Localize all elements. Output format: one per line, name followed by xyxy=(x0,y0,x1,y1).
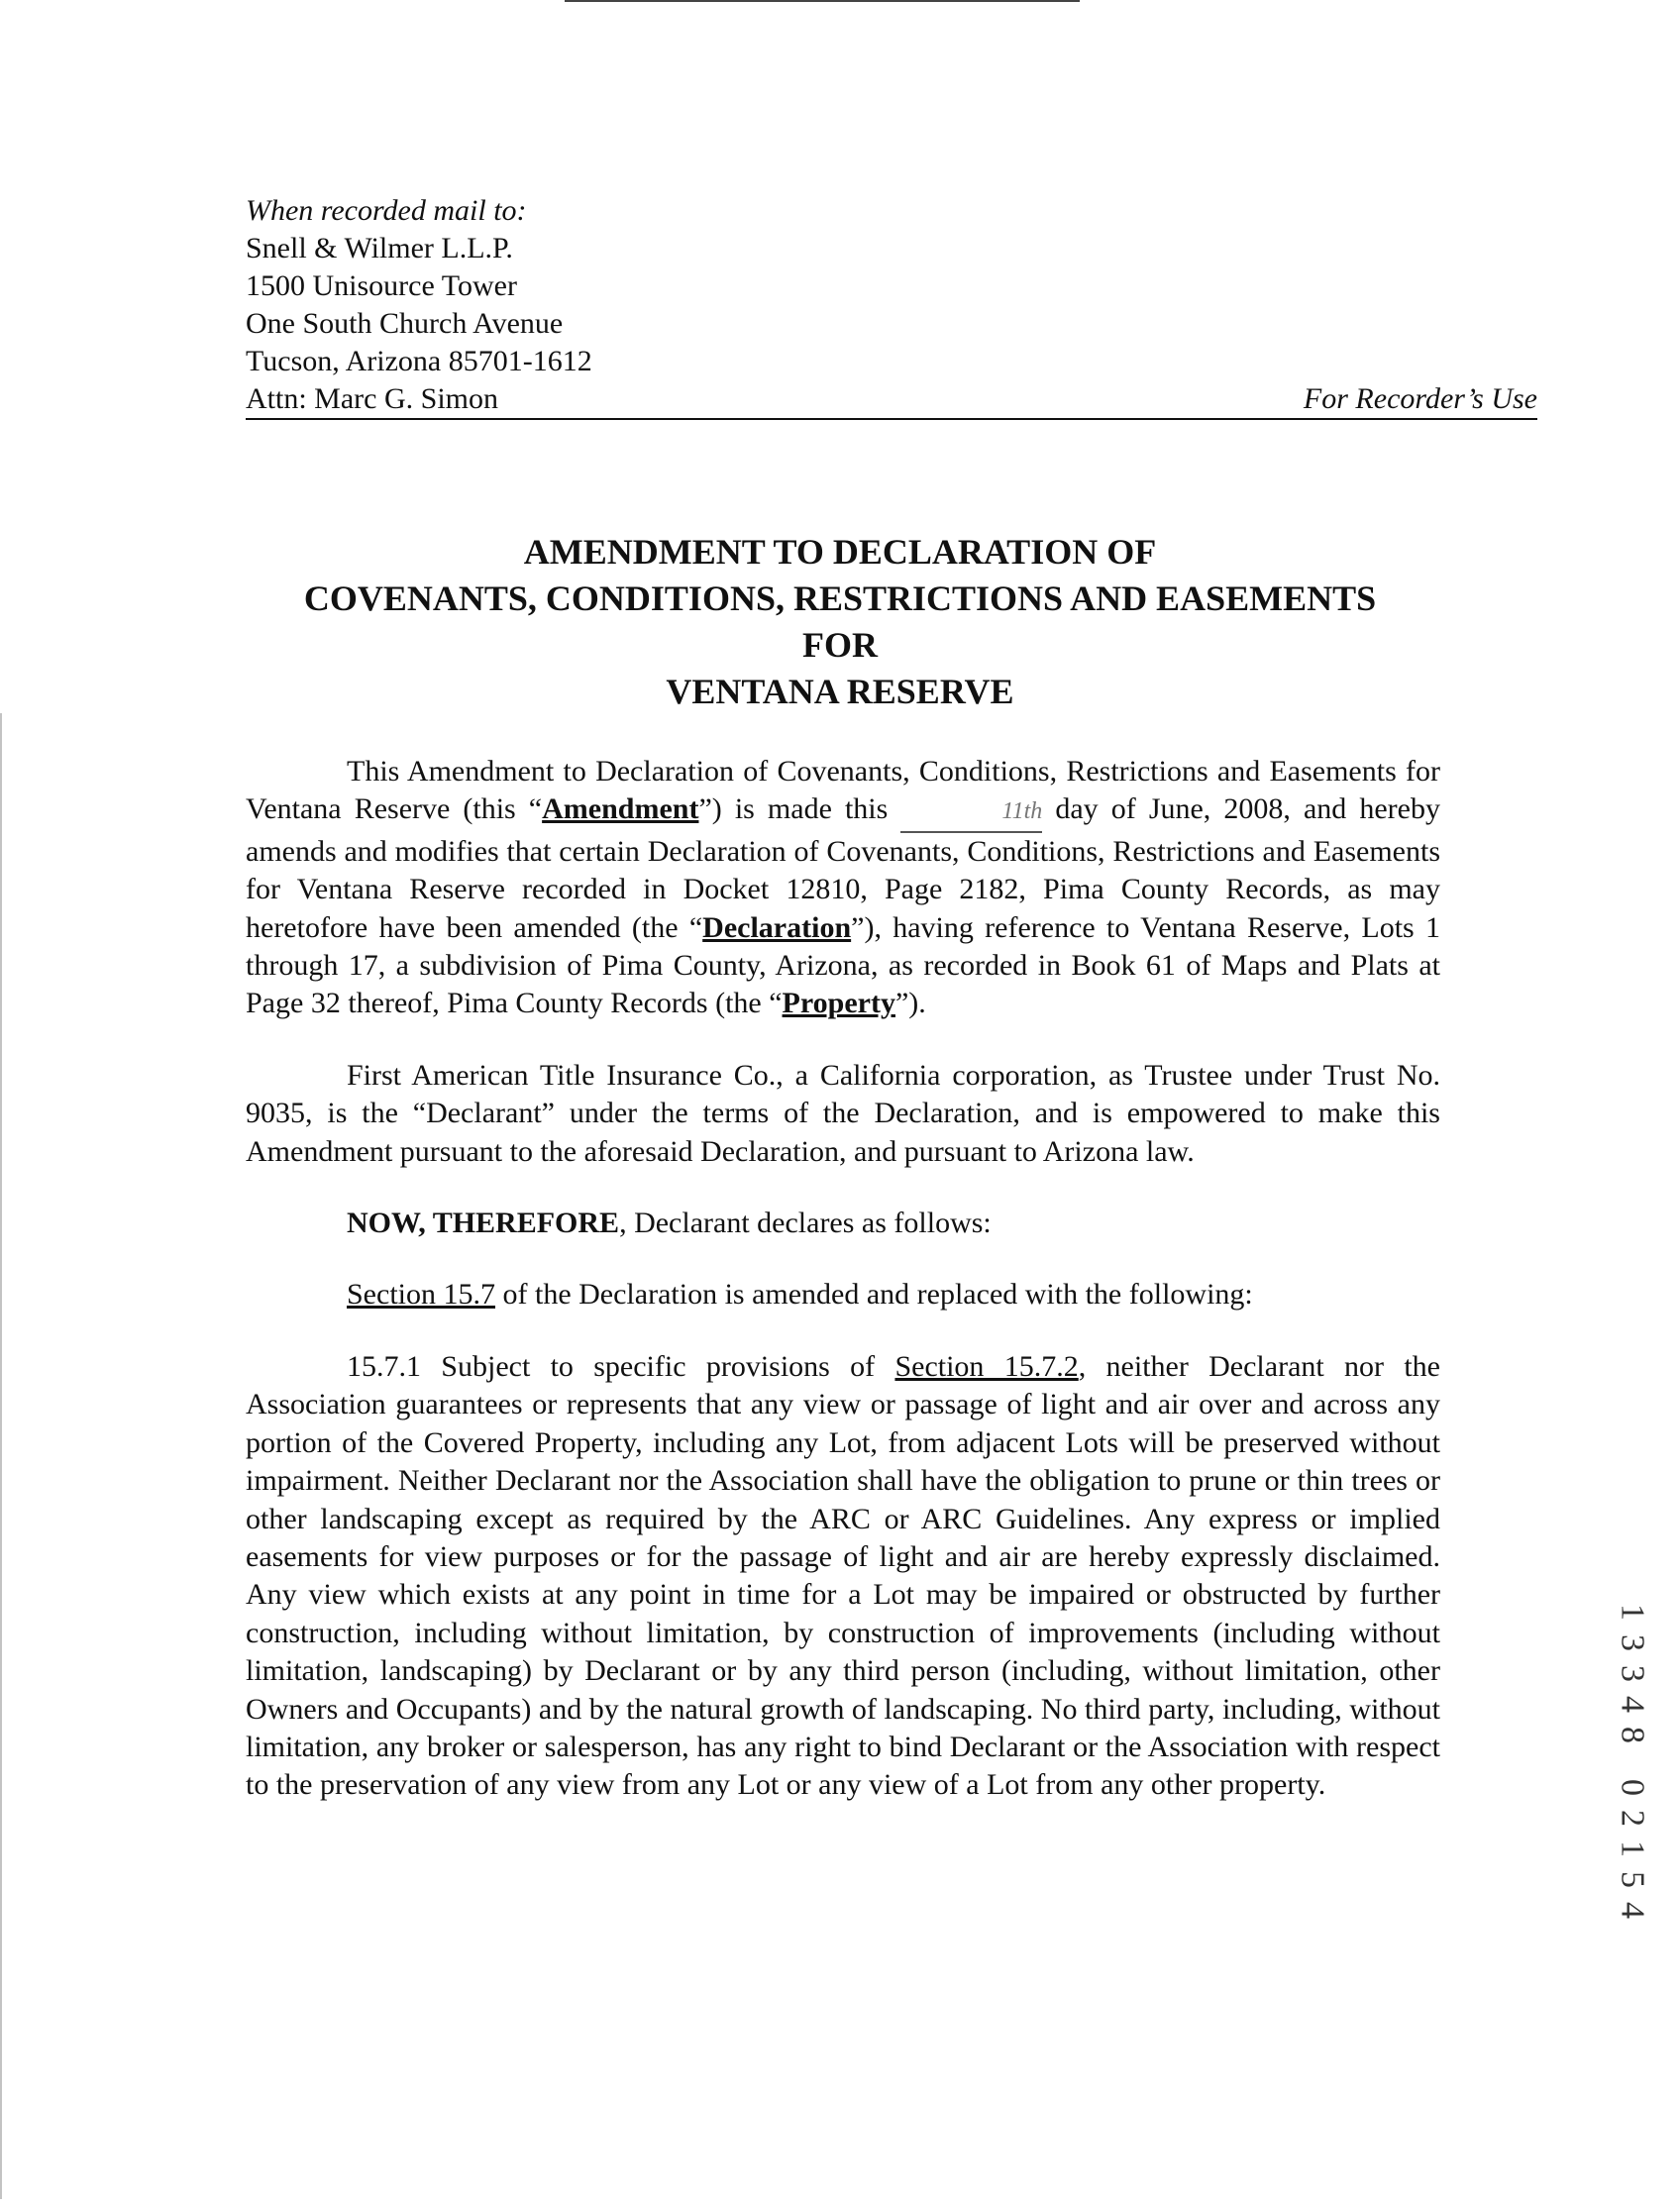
stamp-digit: 1 xyxy=(1614,1840,1651,1857)
stamp-digit: 3 xyxy=(1614,1665,1651,1682)
document-title xyxy=(178,529,1502,715)
stamp-digit: 2 xyxy=(1614,1810,1651,1827)
text-run: day of June, 2008, and hereby amends and modifies that certain Declaration of Covenants, Conditions, Restrictions and Easements for Ventana Reserve recorded in Docket 12810, Page 2182, Pima County Records, as may heretofore have been amended (the “ xyxy=(246,792,1440,944)
recital-paragraph xyxy=(246,753,1440,1023)
title-line: VENTANA RESERVE xyxy=(666,672,1014,711)
address-line: Tucson, Arizona 85701-1612 xyxy=(246,345,592,377)
text-run: ”), having reference to Ventana Reserve, Lots 1 through 17, a subdivision of Pima County, Arizona, as recorded in Book 61 of Maps and Plats at Page 32 thereof, Pima County Records (the “ xyxy=(246,910,1440,1020)
recording-stamp xyxy=(1613,1597,1652,1926)
attn-row xyxy=(246,380,1537,420)
declarant-paragraph: First American Title Insurance Co., a California corporation, as Trustee under Trust No. 9035, is the “Declarant” under the terms of the Declaration, and is empowered to make this Amendment pursuant to the aforesaid Declaration, and pursuant to Arizona law. xyxy=(246,1058,1440,1168)
recording-block xyxy=(246,192,1537,420)
section-reference: Section 15.7 xyxy=(347,1278,495,1312)
stamp-digit: 1 xyxy=(1614,1604,1651,1621)
address-line: 1500 Unisource Tower xyxy=(246,269,517,302)
text-run: of the Declaration is amended and replaced with the following: xyxy=(495,1278,1253,1312)
address-line: One South Church Avenue xyxy=(246,307,564,340)
attn-line: Attn: Marc G. Simon xyxy=(246,382,498,415)
declaration-term: Declaration xyxy=(702,910,852,944)
stamp-digit: 3 xyxy=(1614,1634,1651,1651)
handwritten-day: 11th xyxy=(900,792,1042,832)
stamp-digit: 4 xyxy=(1614,1902,1651,1919)
text-run: This Amendment to Declaration of Covenants, Conditions, Restrictions and Easements for Ventana Reserve (this “ xyxy=(246,755,1440,826)
stamp-digit: 5 xyxy=(1614,1871,1651,1888)
section-intro-paragraph xyxy=(246,1276,1440,1314)
amendment-term: Amendment xyxy=(542,792,699,826)
mail-to-heading: When recorded mail to: xyxy=(246,194,527,227)
text-run: , neither Declarant nor the Association guarantees or represents that any view or passage of light and air over and across any portion of the Covered Property, including any Lot, from adjacent Lots will be preserved without impairment. Neither Declarant nor the Association shall have the obligation to prune or thin trees or other landscaping except as required by the ARC or ARC Guidelines. Any express or implied easements for view purposes or for the passage of light and air are hereby expressly disclaimed. Any view which exists at any point in time for a Lot may be impaired or obstructed by further construction, including without limitation, by construction of improvements (including without limitation, landscaping) by Declarant or by any third person (including, without limitation, other Owners and Occupants) and by the natural growth of landscaping. No third party, including, without limitation, any broker or salesperson, has any right to bind Declarant or the Association with respect to the preservation of any view from any Lot or any view of a Lot from any other property. xyxy=(246,1349,1440,1802)
now-therefore: NOW, THEREFORE xyxy=(347,1207,620,1240)
text-run: 15.7.1 Subject to specific provisions of xyxy=(347,1349,895,1383)
scan-left-edge xyxy=(0,713,2,2199)
address-line: Snell & Wilmer L.L.P. xyxy=(246,232,513,264)
stamp-digit: 0 xyxy=(1614,1779,1651,1796)
section-15-7-1-paragraph xyxy=(246,1348,1440,1805)
title-line: COVENANTS, CONDITIONS, RESTRICTIONS AND EASEMENTS xyxy=(303,578,1377,618)
text-run: ”) is made this xyxy=(698,792,889,826)
property-term: Property xyxy=(782,987,895,1020)
title-line: FOR xyxy=(802,625,878,665)
title-line: AMENDMENT TO DECLARATION OF xyxy=(523,532,1157,572)
now-therefore-paragraph xyxy=(246,1205,1440,1242)
text-run: ”). xyxy=(894,987,926,1020)
text-run: , Declarant declares as follows: xyxy=(619,1207,992,1240)
stamp-digit: 4 xyxy=(1614,1696,1651,1713)
section-reference: Section 15.7.2 xyxy=(894,1349,1079,1383)
stamp-digit: 8 xyxy=(1614,1727,1651,1743)
scan-top-rule xyxy=(565,0,1080,2)
document-body xyxy=(246,753,1440,1839)
recorder-use-label: For Recorder’s Use xyxy=(1303,382,1537,415)
